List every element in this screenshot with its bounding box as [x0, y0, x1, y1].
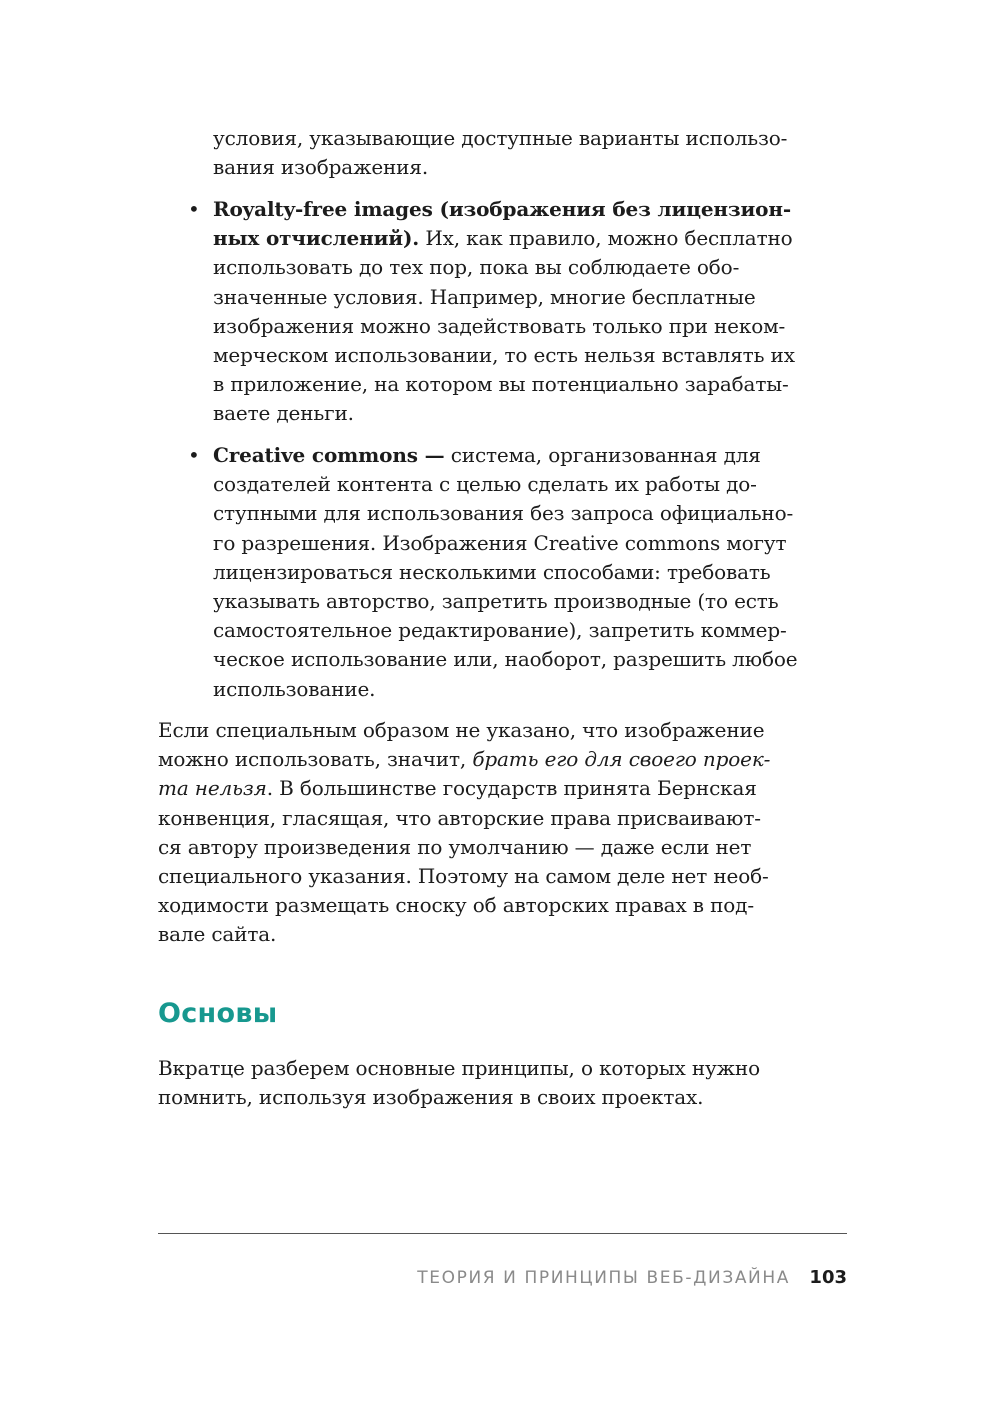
bullet-creative-commons: [213, 441, 797, 704]
text-line: использовать до тех пор, пока вы соблюдаете обо-: [213, 255, 740, 280]
text-line: помнить, используя изображения в своих проектах.: [158, 1085, 704, 1110]
text-line: в приложение, на котором вы потенциально зарабаты-: [213, 372, 789, 397]
text-line: ходимости размещать сноску об авторских правах в под-: [158, 893, 754, 918]
text-run: система, организованная для: [444, 443, 761, 467]
text-line: вания изображения.: [213, 155, 429, 180]
text-line: [213, 195, 795, 224]
emphasis-text: брать его для своего проек-: [472, 747, 771, 772]
text-run: можно использовать, значит,: [158, 747, 473, 772]
text-line: Вкратце разберем основные принципы, о которых нужно: [158, 1056, 760, 1080]
page-number: 103: [809, 1267, 847, 1288]
text-line: [158, 745, 770, 774]
text-run: . В большинстве государств принята Бернская: [266, 776, 757, 801]
text-line: специального указания. Поэтому на самом деле нет необ-: [158, 863, 769, 888]
footer-divider: [158, 1233, 847, 1234]
text-line: создателей контента с целью сделать их работы до-: [213, 472, 757, 497]
bullet-marker: •: [188, 443, 200, 467]
text-line: вале сайта.: [158, 922, 277, 947]
text-line: [158, 774, 770, 803]
text-line: конвенция, гласящая, что авторские права присваивают-: [158, 805, 761, 830]
text-line: [213, 224, 795, 253]
section-heading: Основы: [158, 998, 278, 1029]
text-line: лицензироваться несколькими способами: требовать: [213, 559, 771, 584]
bullet-continuation: [213, 124, 787, 182]
bullet-royalty-free: [213, 195, 795, 429]
text-line: изображения можно задействовать только при неком-: [213, 313, 786, 338]
text-line: Если специальным образом не указано, что изображение: [158, 718, 765, 742]
running-title: ТЕОРИЯ И ПРИНЦИПЫ ВЕБ-ДИЗАЙНА: [417, 1268, 790, 1288]
bullet-marker: •: [188, 197, 200, 221]
text-line: [213, 441, 797, 470]
text-line: условия, указывающие доступные варианты использо-: [213, 126, 788, 150]
text-line: ческое использование или, наоборот, разрешить любое: [213, 647, 798, 672]
text-line: мерческом использовании, то есть нельзя вставлять их: [213, 342, 795, 367]
section-paragraph: [158, 1054, 760, 1112]
text-line: значенные условия. Например, многие бесплатные: [213, 284, 756, 309]
term-royalty-free: Royalty-free images (изображения без лицензион-: [213, 197, 792, 221]
text-line: указывать авторство, запретить производные (то есть: [213, 588, 779, 613]
text-line: использование.: [213, 676, 376, 701]
text-line: го разрешения. Изображения Creative commons могут: [213, 530, 787, 555]
term-creative-commons: Creative commons —: [213, 443, 445, 467]
body-paragraph: [158, 716, 770, 950]
text-run: Их, как правило, можно бесплатно: [419, 226, 793, 251]
text-line: ся автору произведения по умолчанию — даже если нет: [158, 834, 752, 859]
text-line: ваете деньги.: [213, 401, 354, 426]
term-royalty-free-end: ных отчислений).: [213, 226, 420, 251]
text-line: самостоятельное редактирование), запретить коммер-: [213, 618, 787, 643]
text-line: ступными для использования без запроса официально-: [213, 501, 794, 526]
emphasis-text-end: та нельзя: [158, 776, 267, 801]
